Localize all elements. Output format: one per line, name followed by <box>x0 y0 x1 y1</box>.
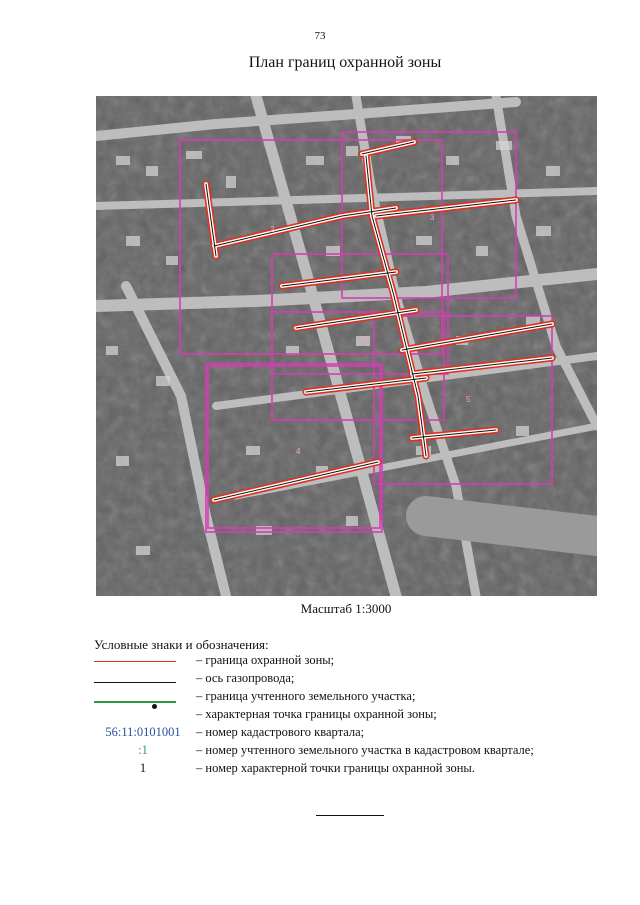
zone-label: 3 <box>430 213 435 222</box>
parcel-number-sample: :1 <box>138 743 148 757</box>
red-line-symbol <box>86 652 186 670</box>
legend-item-parcel-boundary <box>86 688 626 706</box>
legend-item-characteristic-point <box>86 706 626 724</box>
legend-item-point-number <box>86 760 626 778</box>
legend-item-zone-boundary <box>86 652 626 670</box>
legend-item-cadastral-number <box>86 724 626 742</box>
dot-symbol <box>86 706 186 724</box>
zone-label: 5 <box>466 395 471 404</box>
page-title: План границ охранной зоны <box>248 54 442 71</box>
zone-label: 3 <box>362 335 367 344</box>
green-line-symbol <box>86 688 186 706</box>
legend-text: – номер кадастрового квартала; <box>196 725 365 739</box>
map-canvas <box>96 96 597 596</box>
map-scale: Масштаб 1:3000 <box>300 601 392 616</box>
legend-text: – ось газопровода; <box>196 671 295 685</box>
legend-text: – номер учтенного земельного участка в кадастровом квартале; <box>196 743 534 757</box>
bottom-rule <box>316 815 384 816</box>
dot-icon <box>152 704 157 709</box>
cadastral-number-sample: 56:11:0101001 <box>105 725 181 739</box>
page-number: 73 <box>314 30 326 42</box>
legend-text: – характерная точка границы охранной зоны; <box>196 707 437 721</box>
legend-heading: Условные знаки и обозначения: <box>94 637 269 652</box>
legend-text: – граница учтенного земельного участка; <box>196 689 416 703</box>
legend-text: – граница охранной зоны; <box>196 653 335 667</box>
zone-label: 4 <box>296 447 301 456</box>
legend-item-pipeline-axis <box>86 670 626 688</box>
point-number-sample: 1 <box>139 761 147 775</box>
zone-label: 2 <box>270 225 275 234</box>
legend-item-parcel-number <box>86 742 626 760</box>
aerial-map <box>96 96 597 596</box>
legend-text: – номер характерной точки границы охранной зоны. <box>196 761 475 775</box>
legend <box>86 652 626 778</box>
black-line-symbol <box>86 670 186 688</box>
